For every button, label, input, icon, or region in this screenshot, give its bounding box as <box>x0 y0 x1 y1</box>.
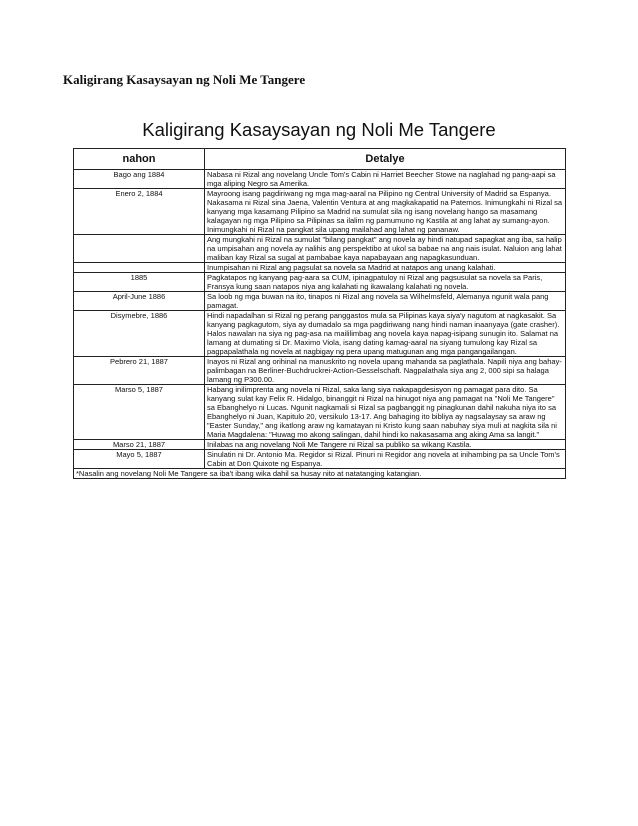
row-detail: Sinulatin ni Dr. Antonio Ma. Regidor si Rizal. Pinuri ni Regidor ang novela at inihambing pa sa Uncle Tom's Cabin at Don Quixote ng Espanya. <box>205 450 566 469</box>
table-row <box>74 189 566 235</box>
table-row <box>74 170 566 189</box>
row-date: Pebrero 21, 1887 <box>74 357 205 385</box>
row-date: Marso 5, 1887 <box>74 385 205 440</box>
row-date: Marso 21, 1887 <box>74 440 205 450</box>
table-footnote: *Nasalin ang novelang Noli Me Tangere sa iba't ibang wika dahil sa husay nito at natatanging katangian. <box>74 469 566 479</box>
table-row <box>74 450 566 469</box>
table-row <box>74 263 566 273</box>
row-detail: Habang inilimprenta ang novela ni Rizal, saka lang siya nakapagdesisyon ng pamagat para dito. Sa kanyang sulat kay Felix R. Hidalgo, binanggit ni Rizal na hinugot niya ang pamagat na "Noli Me Tangere" sa Ebanghelyo ni Lucas. Ngunit nagkamali si Rizal sa pagbanggit ng pinagkunan dahil nakuha niya ito sa Ebanghelyo ni Juan, Kapitulo 20, versikulo 13-17. Ang bahaging ito bibliya ay nagsalaysay sa araw ng "Easter Sunday," ang ikatlong araw ng kamatayan ni Kristo kung saan nabuhay siya muli at nagkita sila ni Maria Magdalena: "Huwag mo akong salingan, dahil hindi ko nakasasama ang aking Ama sa langit." <box>205 385 566 440</box>
row-date: Mayo 5, 1887 <box>74 450 205 469</box>
row-detail: Inumpisahan ni Rizal ang pagsulat sa novela sa Madrid at natapos ang unang kalahati. <box>205 263 566 273</box>
row-detail: Ang mungkahi ni Rizal na sumulat "bilang pangkat" ang novela ay hindi natupad sapagkat ang iba, sa halip na umpisahan ang novela ay nalihis ang perspektibo at ukol sa babae na ang nais isulat. Naluion ang lahat maliban kay Rizal sa sugal at pambabae kaya napabayaan ang napagkasunduan. <box>205 235 566 263</box>
row-date: Disymebre, 1886 <box>74 311 205 357</box>
table-row <box>74 311 566 357</box>
row-date <box>74 263 205 273</box>
row-date: Enero 2, 1884 <box>74 189 205 235</box>
row-detail: Nabasa ni Rizal ang novelang Uncle Tom's Cabin ni Harriet Beecher Stowe na naglahad ng pang-aapi sa mga aliping Negro sa Amerika. <box>205 170 566 189</box>
row-detail: Hindi napadalhan si Rizal ng perang panggastos mula sa Pilipinas kaya siya'y nagutom at nagkasakit. Sa kanyang pagkagutom, siya ay dumadalo sa mga pagdiriwang nang hindi naman inaanyaya (gate crasher). Halos nawalan na siya ng pag-asa na maililimbag ang novela kaya napag-isipang sunugin ito. Salamat na lamang at dumating si Dr. Maximo Viola, isang dating kamag-aaral na siyang tumulong kay Rizal sa pagpapalathala ng novela at nagbigay ng pera upang matugunan ang mga pangangailangan. <box>205 311 566 357</box>
row-date: 1885 <box>74 273 205 292</box>
row-date <box>74 235 205 263</box>
document-title: Kaligirang Kasaysayan ng Noli Me Tangere <box>142 119 496 140</box>
table-header-row <box>74 149 566 170</box>
table-row <box>74 292 566 311</box>
row-detail: Inayos ni Rizal ang orihinal na manuskrito ng novela upang mahanda sa paglathala. Napili niya ang bahay-palimbagan na Berliner-Buchdruckrei-Action-Gesselschaft. Nagpalathala siya ang 2, 000 sipi sa halaga lamang ng P300.00. <box>205 357 566 385</box>
footnote-row <box>74 469 566 479</box>
table-row <box>74 385 566 440</box>
row-detail: Sa loob ng mga buwan na ito, tinapos ni Rizal ang novela sa Wilhelmsfeld, Alemanya ngunit wala pang pamagat. <box>205 292 566 311</box>
page-heading: Kaligirang Kasaysayan ng Noli Me Tangere <box>63 72 306 87</box>
row-date: Bago ang 1884 <box>74 170 205 189</box>
table-row <box>74 440 566 450</box>
table-row <box>74 357 566 385</box>
row-detail: Inilabas na ang novelang Noli Me Tangere ni Rizal sa publiko sa wikang Kastila. <box>205 440 566 450</box>
row-detail: Mayroong isang pagdiriwang ng mga mag-aaral na Pilipino ng Central University of Madrid sa Espanya. Nakasama ni Rizal sina Jaena, Valentin Ventura at ang magkakapatid na Paternos. Inimungkahi ni Rizal sa kanyang mga kasamang Pilipino sa Madrid na sumulat sila ng isang novelang hango sa masamang kalagayan ng mga Pilipino sa Pilipinas sa ilalim ng pamumuno ng Kastila at ang lahat ay sumang-ayon. Inimungkahi ni Rizal na pangkat sila upang mailahad ang lahat ng pananaw. <box>205 189 566 235</box>
column-header-date: nahon <box>74 149 205 170</box>
row-detail: Pagkatapos ng kanyang pag-aara sa CUM, ipinagpatuloy ni Rizal ang pagsusulat sa novela sa Paris, Fransya kung saan natapos niya ang kalahati ng ikawalang kalahati ng novela. <box>205 273 566 292</box>
row-date: April-June 1886 <box>74 292 205 311</box>
column-header-detail: Detalye <box>205 149 566 170</box>
table-row <box>74 273 566 292</box>
table-row <box>74 235 566 263</box>
history-table <box>73 148 566 479</box>
